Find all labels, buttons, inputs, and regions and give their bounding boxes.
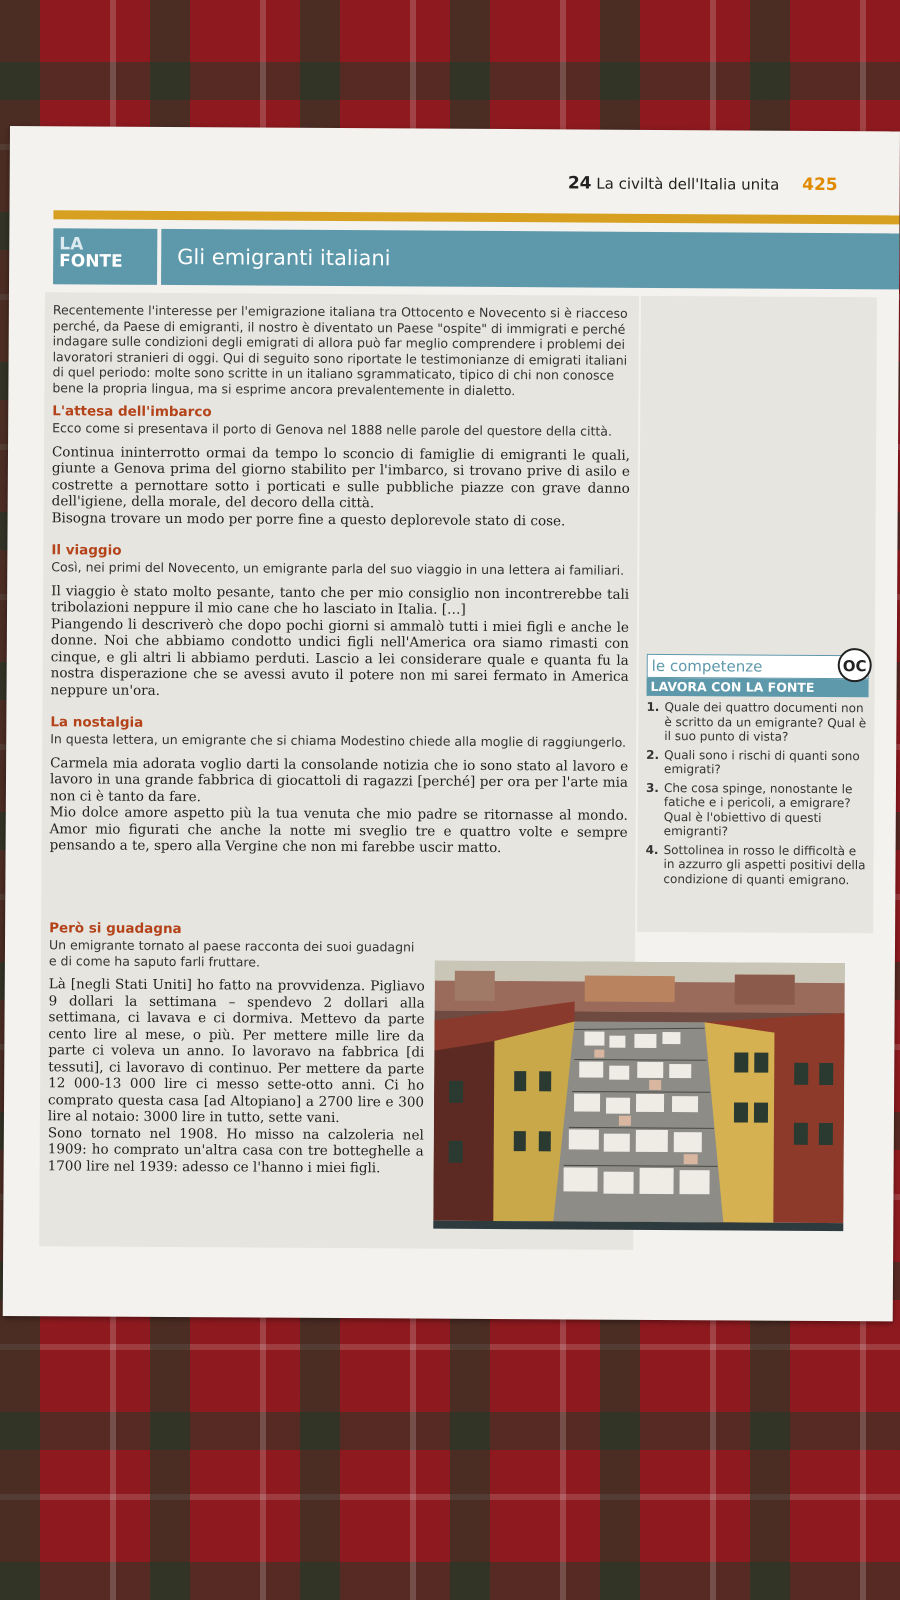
- source-heading-1: L'attesa dell'imbarco: [52, 403, 212, 421]
- section-tag: [53, 228, 157, 285]
- running-head: [568, 173, 838, 195]
- source-lead-1: Ecco come si presentava il porto di Genova nel 1888 nelle parole del questore della città.: [52, 420, 613, 439]
- source-quote-4a: Là [negli Stati Uniti] ho fatto na provvidenza. Pigliavo 9 dollari la settimana – spendevo 2 dollari alla settimana, ci lavava e ci dormiva. Mettevo da parte cento lire al mese, o più. Per mettere mille lire da parte ci voleva un anno. Io lavoravo na fabbrica [di tessuti], ci lavoravo di continuo. Per mettere da parte 12 000-13 000 lire ci messo sette-otto anni. Ci ho comprato questa casa [ad Altopiano] a 2700 lire e 300 lire al notaio: 3000 lire in tutto, sette vani.: [47, 976, 425, 1127]
- source-heading-2: Il viaggio: [51, 542, 122, 559]
- question-item: 4. Sottolinea in rosso le difficoltà e in azzurro gli aspetti positivi della condizione di quanti emigrano.: [645, 842, 866, 887]
- section-title: Gli emigranti italiani: [161, 229, 899, 290]
- textbook-page: [3, 126, 900, 1321]
- source-quote-1b: Bisogna trovare un modo per porre fine a questo deplorevole stato di cose.: [51, 509, 566, 529]
- tenement-illustration: [433, 961, 845, 1223]
- intro-text: Recentemente l'interesse per l'emigrazione italiana tra Ottocento e Novecento si è riacceso perché, da Paese di emigranti, il nostro è diventato un Paese "ospite" di immigrati e perché indagare sulle condizioni degli emigrati di allora può far meglio comprendere i problemi dei lavoratori stranieri di oggi. Qui di seguito sono riportate le testimonianze di emigrati italiani di quel periodo: molte sono scritte in un italiano sgrammaticato, tipico di chi non conosce bene la propria lingua, ma si esprime ancora prevalentemente in dialetto.: [52, 302, 628, 398]
- source-heading-4: Però si guadagna: [49, 920, 182, 938]
- oc-badge-icon: OC: [838, 648, 872, 682]
- competenze-subtitle: LAVORA CON LA FONTE: [647, 678, 869, 697]
- source-quote-2a: Il viaggio è stato molto pesante, tanto che per mio consiglio non incontrerebbe tali tribolazioni neppure il mio cane che ho lasciato in Italia. […]: [51, 582, 630, 618]
- tag-line-1: LA: [59, 234, 84, 255]
- chapter-title: La civiltà dell'Italia unita: [596, 174, 780, 194]
- source-quote-3b: Mio dolce amore aspetto più la tua venuta che mio padre se ritornasse al mondo. Amor mio figurati che anche la notte mi sveglio tre e quattro volte e sempre pensando a te, spero alla Vergine che non mi farebbe uscir matto.: [49, 804, 628, 857]
- source-lead-4: Un emigrante tornato al paese racconta dei suoi guadagni e di come ha saputo farli fruttare.: [48, 937, 415, 970]
- question-list: [645, 700, 868, 887]
- source-quote-1a: Continua ininterrotto ormai da tempo lo sconcio di famiglie di emigranti le quali, giunte a Genova prima del giorno stabilito per l'imbarco, si trovano prive di asilo e costrette a pernottare sotto i porticati e sulle pubbliche piazze con grave danno dell'igiene, della morale, del decoro della città.: [51, 443, 631, 512]
- competenze-header: [647, 654, 869, 679]
- tenement-laundry-photo: [433, 961, 845, 1223]
- lower-content: [48, 920, 426, 1176]
- source-lead-2: Così, nei primi del Novecento, un emigrante parla del suo viaggio in una lettera ai familiari.: [51, 559, 625, 578]
- source-quote-2b: Piangendo li descriverò che dopo pochi giorni si ammalò tutti i miei figli e anche le donne. Noi che abbiamo condotto undici figli nell'America ora siamo rimasti con cinque, e gli altri li abbiamo perduti. Lascio a lei considerare quale e quanta fu la nostra disperazione che se avessi avuto il potere non mi sarei fermato in America neppure un'ora.: [50, 615, 629, 699]
- main-content: [50, 302, 631, 857]
- page-number: 425: [802, 174, 838, 196]
- source-lead-3: In questa lettera, un emigrante che si chiama Modestino chiede alla moglie di raggiungerlo.: [50, 731, 627, 750]
- source-heading-3: La nostalgia: [50, 714, 144, 731]
- source-quote-3a: Carmela mia adorata voglio darti la consolande notizia che io sono stato al lavoro e lavoro in una grande fabbrica di giocattoli di ragazzi [perché] per ora per l'arte mia non ci è tanto da fare.: [49, 754, 629, 805]
- question-item: 3. Che cosa spinge, nonostante le fatiche e i pericoli, a emigrare? Qual è l'obiettivo di questi emigranti?: [645, 780, 853, 839]
- competenze-box: [645, 654, 868, 891]
- tag-line-2: FONTE: [59, 251, 123, 272]
- chapter-number: 24: [567, 173, 592, 194]
- source-quote-4b: Sono tornato nel 1908. Ho misso na calzoleria nel 1909: ho comprato un'altra casa con tre botteghelle a 1700 lire nel 1939: adesso ce l'hanno i miei figli.: [47, 1124, 424, 1176]
- question-item: 1. Quale dei quattro documenti non è scritto da un emigrante? Qual è il suo punto di vista?: [646, 699, 867, 744]
- question-item: 2. Quali sono i rischi di quanti sono emigrati?: [646, 747, 860, 777]
- orange-rule: [53, 210, 899, 224]
- competenze-label: le competenze: [651, 656, 763, 676]
